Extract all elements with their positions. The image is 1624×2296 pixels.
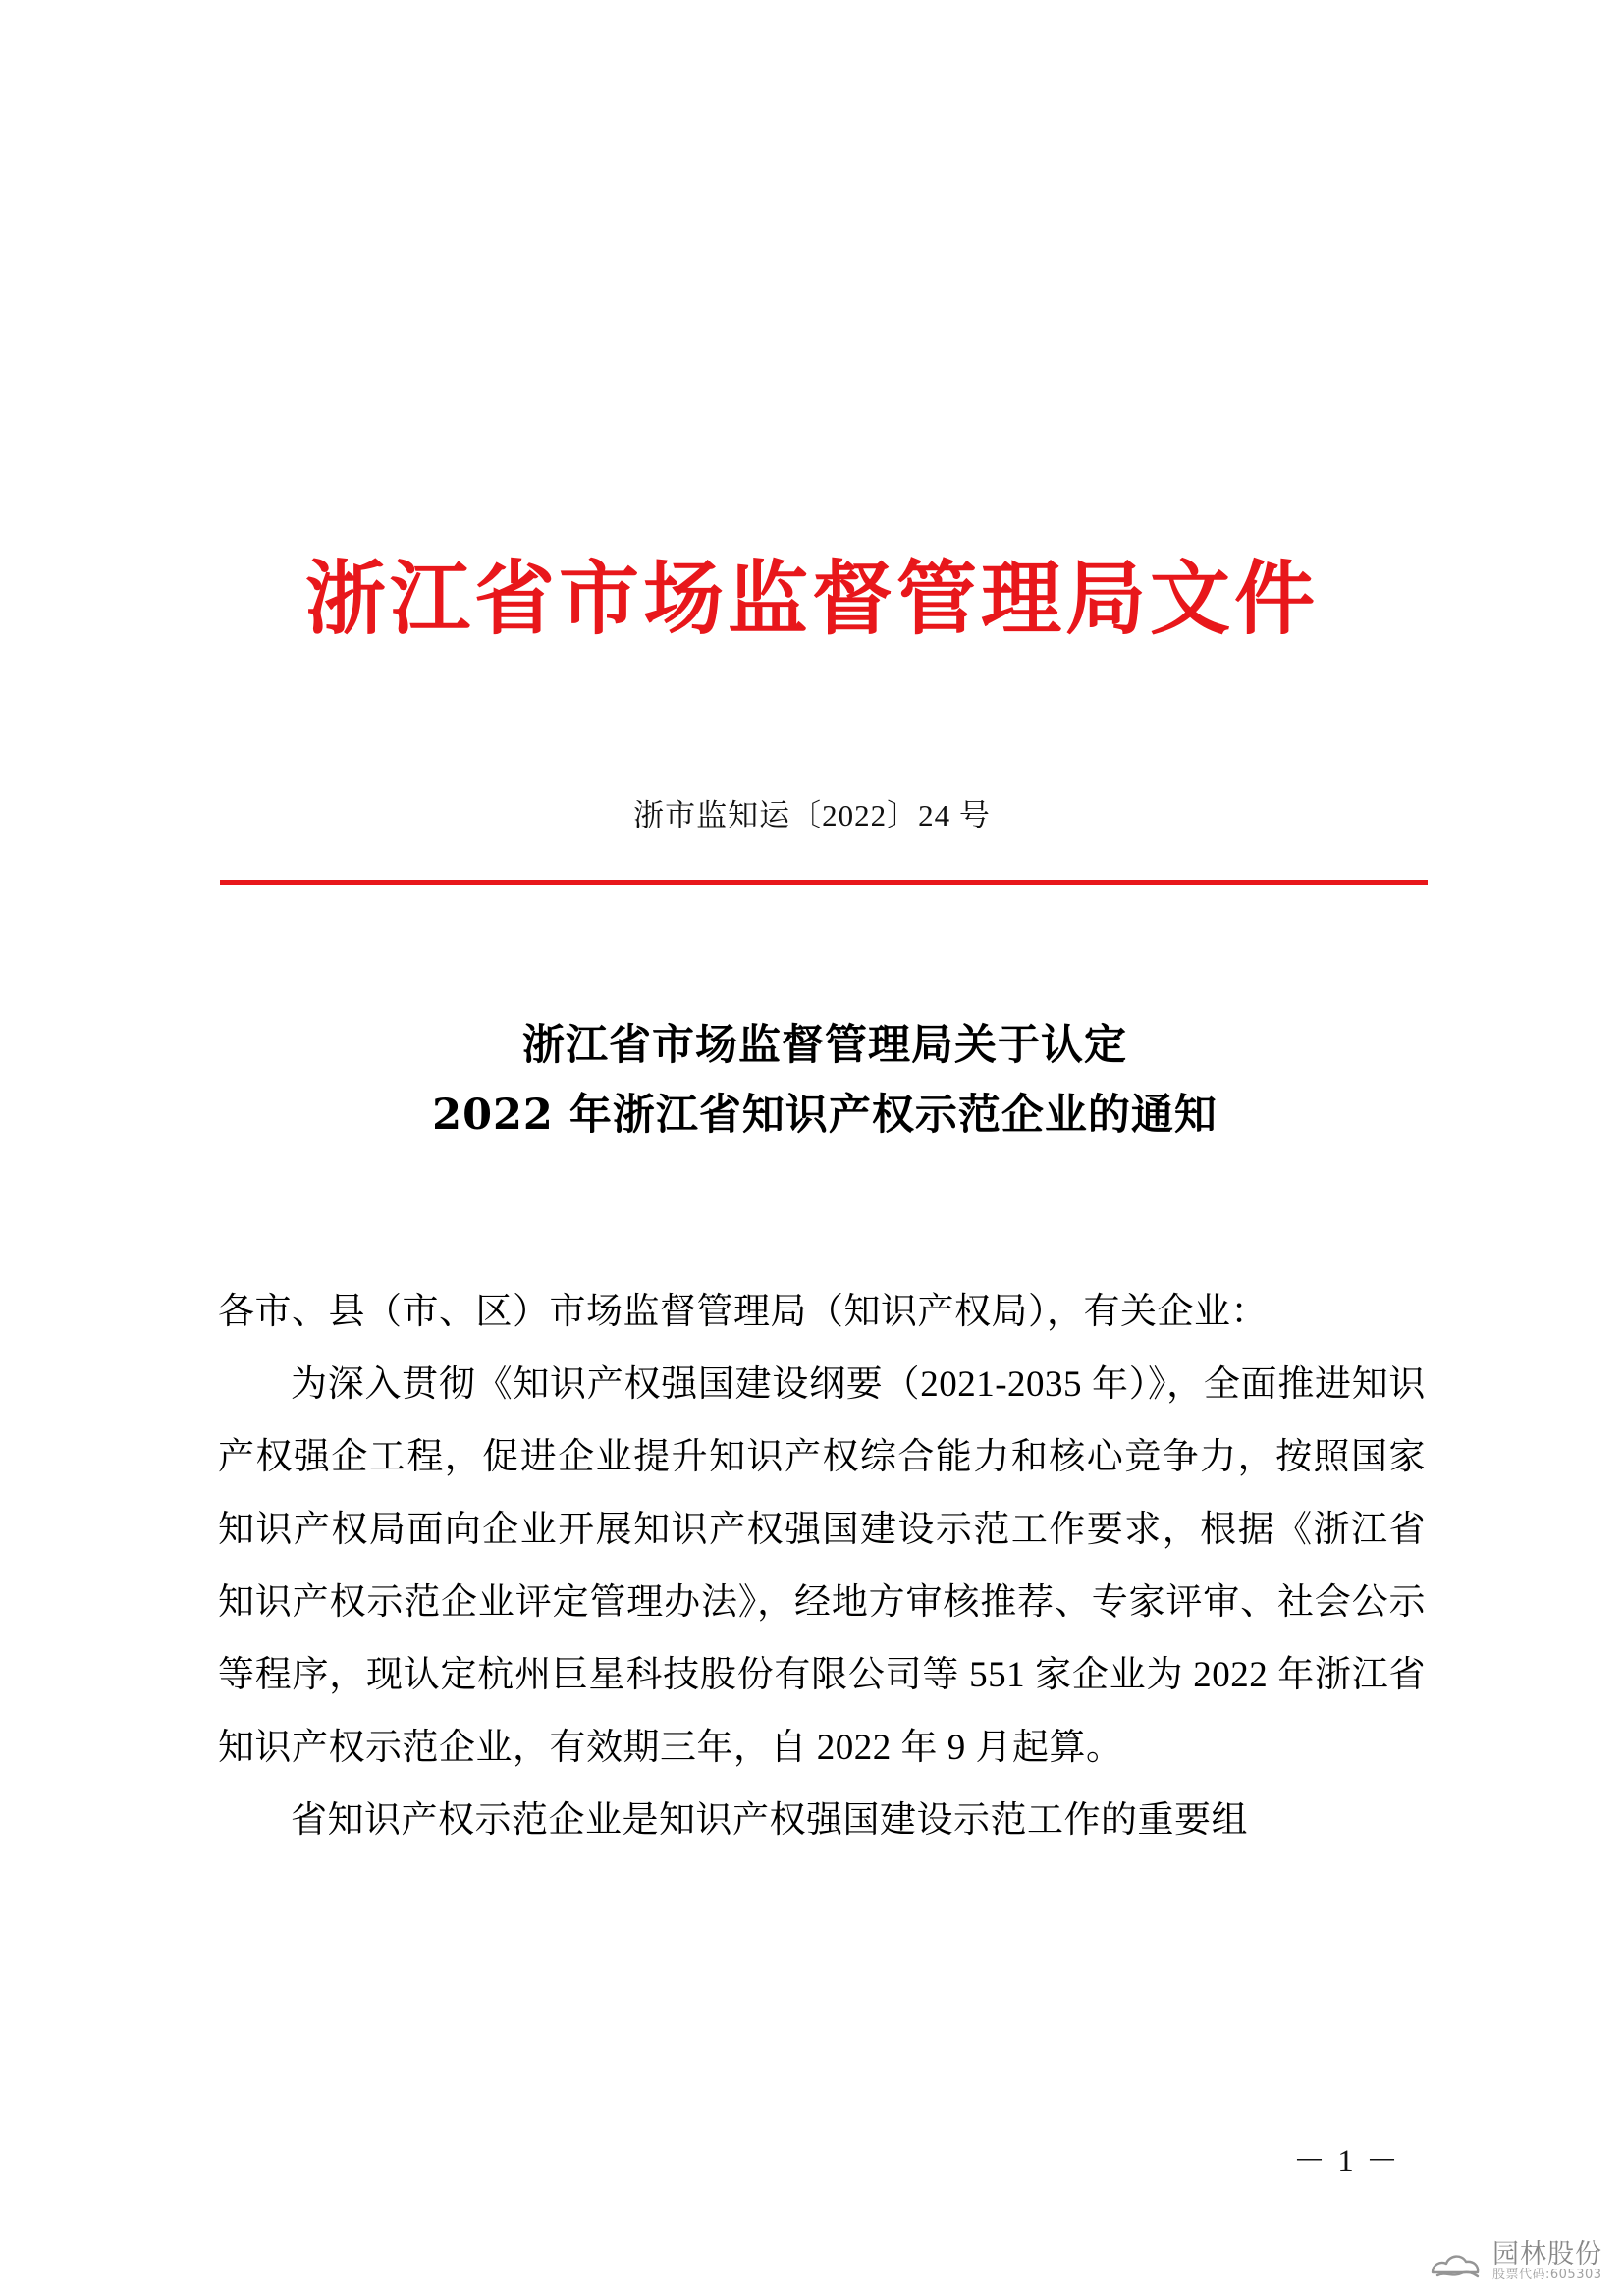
page-title-line-2: 2022 年浙江省知识产权示范企业的通知 bbox=[432, 1090, 1218, 1140]
watermark-logo bbox=[1430, 2241, 1602, 2282]
red-divider-rule bbox=[220, 880, 1428, 885]
body-paragraph-1: 为深入贯彻《知识产权强国建设纲要（2021-2035 年）》，全面推进知识产权强企工程，促进企业提升知识产权综合能力和核心竞争力，按照国家知识产权局面向企业开展知识产权强国建设示范工作要求，根据《浙江省知识产权示范企业评定管理办法》，经地方审核推荐、专家评审、社会公示等程序，现认定杭州巨星科技股份有限公司等 551 家企业为 2022 年浙江省知识产权示范企业，有效期三年，自 2022 年 9 月起算。 bbox=[218, 1364, 1426, 1768]
page-title bbox=[236, 1011, 1414, 1150]
watermark-company-name: 园林股份 bbox=[1492, 2239, 1602, 2270]
body-paragraph-2: 省知识产权示范企业是知识产权强国建设示范工作的重要组 bbox=[291, 1800, 1248, 1841]
mountain-cloud-icon bbox=[1430, 2243, 1483, 2282]
page-number: － 1 － bbox=[1293, 2144, 1400, 2179]
document-number: 浙市监知运〔2022〕24 号 bbox=[633, 798, 991, 832]
watermark-stock-code: 股票代码:605303 bbox=[1492, 2268, 1602, 2283]
masthead bbox=[0, 552, 1624, 646]
document-body bbox=[218, 1276, 1426, 1857]
watermark-text bbox=[1492, 2241, 1602, 2282]
masthead-title: 浙江省市场监督管理局文件 bbox=[304, 552, 1319, 646]
addressee-line: 各市、县（市、区）市场监督管理局（知识产权局），有关企业： bbox=[218, 1292, 1268, 1332]
page-title-line-1: 浙江省市场监督管理局关于认定 bbox=[522, 1021, 1127, 1070]
